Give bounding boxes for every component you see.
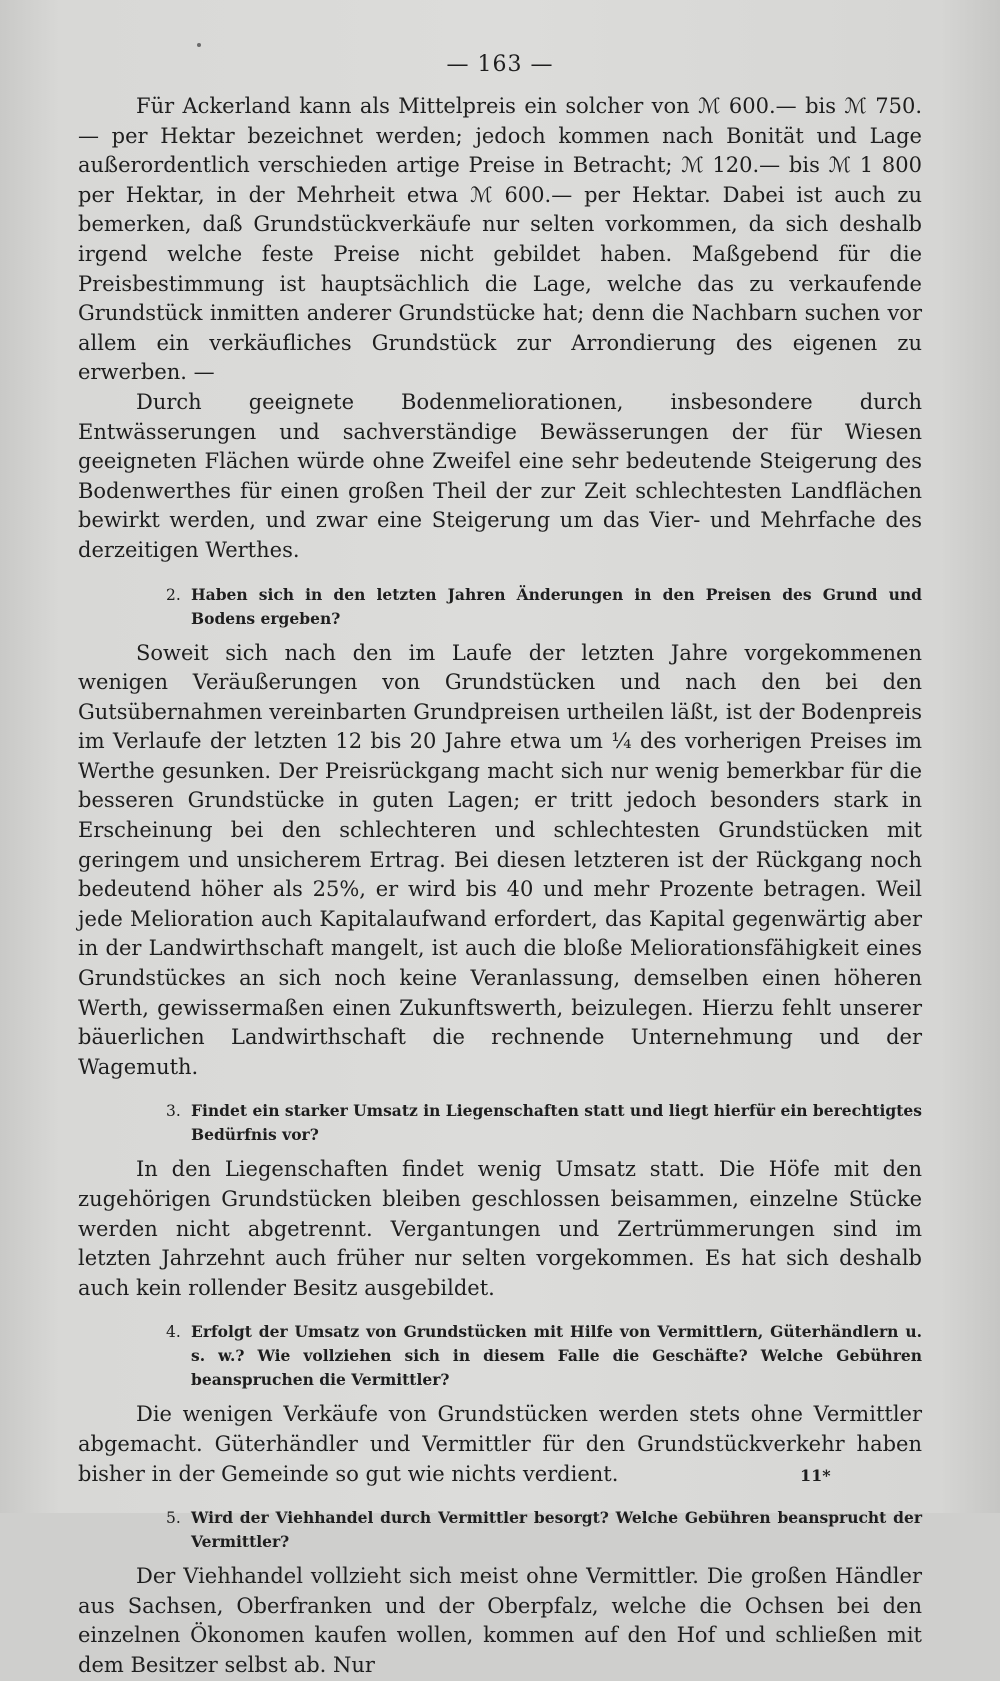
question-number: 5.	[166, 1509, 181, 1528]
paper-speck	[197, 43, 201, 47]
question-text: Wird der Viehhandel durch Vermittler besorgt? Welche Gebühren beansprucht der Vermittler?	[191, 1508, 922, 1552]
paragraph: Für Ackerland kann als Mittelpreis ein solcher von ℳ 600.— bis ℳ 750.— per Hektar bezeichnet werden; jedoch kommen nach Bonität und Lage außerordentlich verschieden artige Preise in Betracht; ℳ 120.— bis ℳ 1 800 per Hektar, in der Mehrheit etwa ℳ 600.— per Hektar. Dabei ist auch zu bemerken, daß Grundstückverkäufe nur selten vorkommen, da sich deshalb irgend welche feste Preise nicht gebildet haben. Maßgebend für die Preisbestimmung ist hauptsächlich die Lage, welche das zu verkaufende Grundstück inmitten anderer Grundstücke hat; denn die Nachbarn suchen vor allem ein verkäufliches Grundstück zur Arrondierung des eigenen zu erwerben. —	[78, 94, 922, 385]
printer-signature-mark: 11*	[800, 1466, 831, 1485]
question-text: Haben sich in den letzten Jahren Änderungen in den Preisen des Grund und Bodens ergeben?	[191, 584, 922, 628]
question-number: 4.	[166, 1323, 181, 1342]
question-number: 3.	[166, 1102, 181, 1121]
paragraph: Die wenigen Verkäufe von Grundstücken werden stets ohne Vermittler abgemacht. Güterhändler und Vermittler für den Grundstückverkehr haben bisher in der Gemeinde so gut wie nichts verdient.	[78, 1402, 922, 1486]
question-heading	[166, 1506, 922, 1554]
paragraph: Soweit sich nach den im Laufe der letzten Jahre vorgekommenen wenigen Veräußerungen von Grundstücken und nach den bei den Gutsübernahmen vereinbarten Grundpreisen urtheilen läßt, ist der Bodenpreis im Verlaufe der letzten 12 bis 20 Jahre etwa um ¼ des vorherigen Preises im Werthe gesunken. Der Preisrückgang macht sich nur wenig bemerkbar für die besseren Grundstücke in guten Lagen; er tritt jedoch besonders stark in Erscheinung bei den schlechteren und schlechtesten Grundstücken mit geringem und unsicherem Ertrag. Bei diesen letzteren ist der Rückgang noch bedeutend höher als 25%, er wird bis 40 und mehr Prozente betragen. Weil jede Melioration auch Kapitalaufwand erfordert, das Kapital gegenwärtig aber in der Landwirthschaft mangelt, ist auch die bloße Meliorationsfähigkeit eines Grundstückes an sich noch keine Veranlassung, demselben einen höheren Werth, gewissermaßen einen Zukunftswerth, beizulegen. Hierzu fehlt unserer bäuerlichen Landwirthschaft die rechnende Unternehmung und der Wagemuth.	[78, 640, 922, 1079]
question-text: Erfolgt der Umsatz von Grundstücken mit Hilfe von Vermittlern, Güterhändlern u. s. w.? Wie vollziehen sich in diesem Falle die Geschäfte? Welche Gebühren beanspruchen die Vermittler?	[191, 1322, 922, 1390]
paragraph: In den Liegenschaften findet wenig Umsatz statt. Die Höfe mit den zugehörigen Grundstücken bleiben geschlossen beisammen, einzelne Stücke werden nicht abgetrennt. Vergantungen und Zertrümmerungen sind im letzten Jahrzehnt auch früher nur selten vorgekommen. Es hat sich deshalb auch kein rollender Besitz ausgebildet.	[78, 1157, 922, 1300]
paragraph: Der Viehhandel vollzieht sich meist ohne Vermittler. Die großen Händler aus Sachsen, Oberfranken und der Oberpfalz, welche die Ochsen bei den einzelnen Ökonomen kaufen wollen, kommen auf den Hof und schließen mit dem Besitzer selbst ab. Nur	[78, 1564, 922, 1677]
question-heading	[166, 1320, 922, 1392]
page-number: — 163 —	[446, 52, 554, 77]
question-heading	[166, 583, 922, 631]
question-number: 2.	[166, 585, 181, 604]
page-body	[78, 92, 922, 1681]
paragraph: Durch geeignete Bodenmeliorationen, insbesondere durch Entwässerungen und sachverständige Bewässerungen der für Wiesen geeigneten Flächen würde ohne Zweifel eine sehr bedeutende Steigerung des Bodenwerthes für einen großen Theil der zur Zeit schlechtesten Landflächen bewirkt werden, und zwar eine Steigerung um das Vier- und Mehrfache des derzeitigen Werthes.	[78, 389, 922, 562]
question-text: Findet ein starker Umsatz in Liegenschaften statt und liegt hierfür ein berechtigtes Bedürfnis vor?	[191, 1101, 922, 1145]
question-heading	[166, 1099, 922, 1147]
